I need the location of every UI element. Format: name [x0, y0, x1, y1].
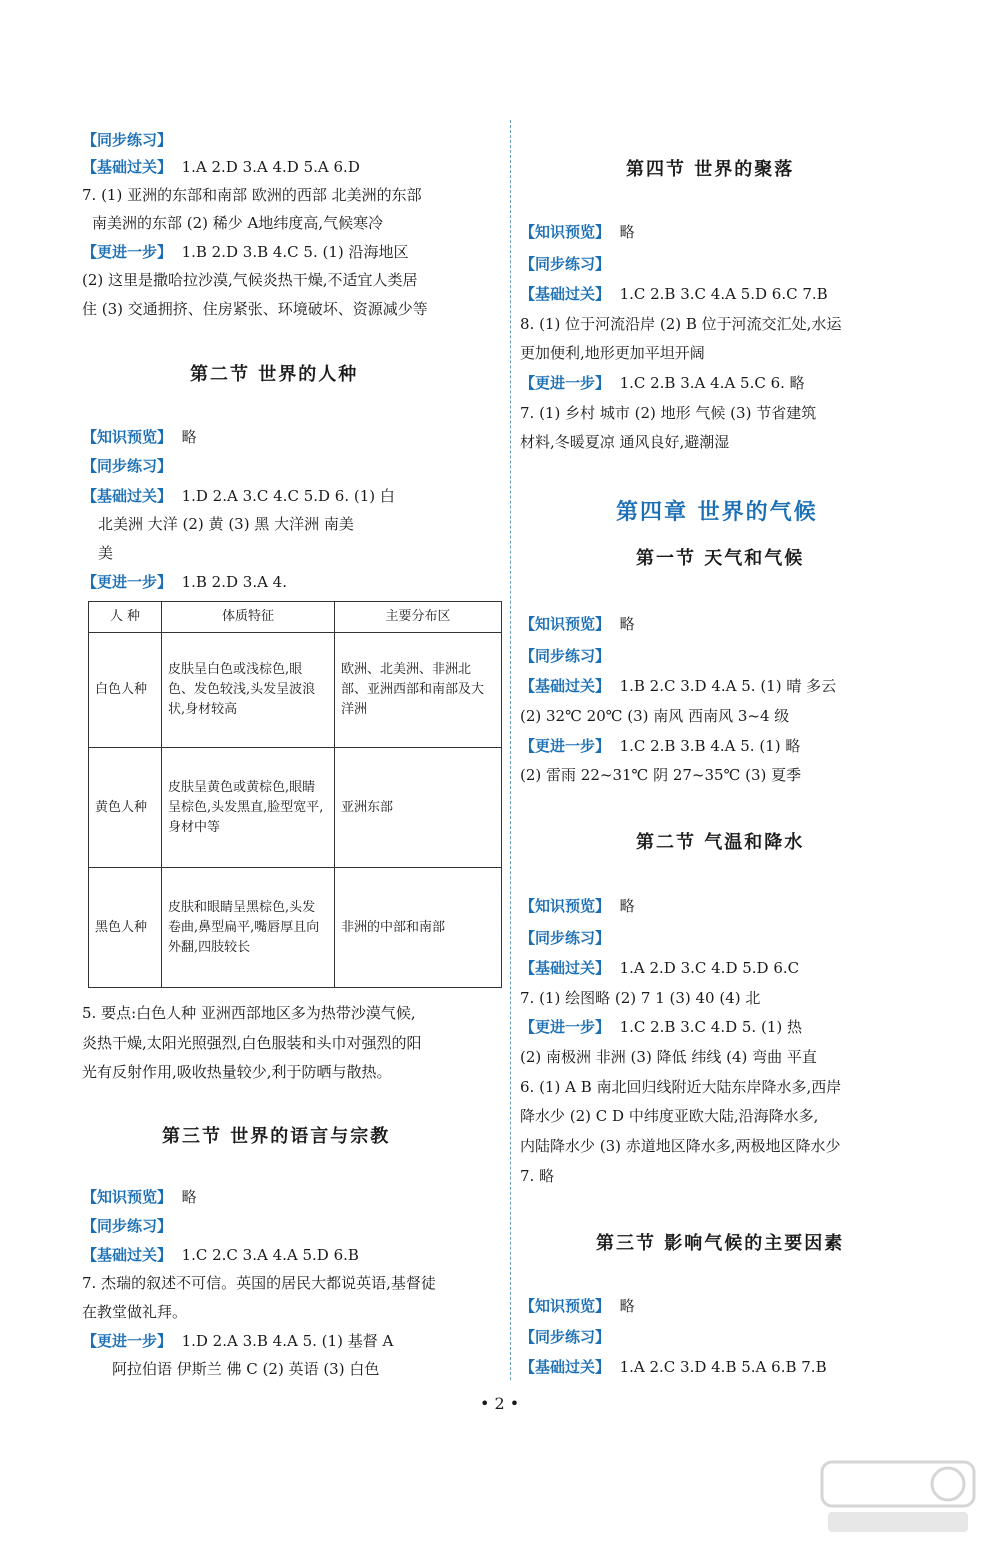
- section-title: 第三节 世界的语言与宗教: [162, 1126, 391, 1147]
- table-row: [89, 633, 502, 748]
- answer-line: 北美洲 大洋 (2) 黄 (3) 黑 大洋洲 南美: [98, 515, 354, 533]
- answer-line: 7. (1) 亚洲的东部和南部 欧洲的西部 北美洲的东部: [82, 186, 422, 204]
- table-cell: 非洲的中部和南部: [335, 868, 502, 988]
- table-cell: 欧洲、北美洲、非洲北部、亚洲西部和南部及大洋洲: [335, 633, 502, 748]
- answer-line: (2) 南极洲 非洲 (3) 降低 纬线 (4) 弯曲 平直: [520, 1048, 817, 1066]
- preview-line: 【知识预览】 略: [82, 428, 197, 446]
- chapter-title: 第四章 世界的气候: [616, 500, 818, 525]
- section-title: 第二节 气温和降水: [636, 832, 805, 853]
- sync-practice-heading: 【同步练习】: [520, 255, 611, 273]
- basic-answers-line: 【基础过关】 1.D 2.A 3.C 4.C 5.D 6. (1) 白: [82, 487, 395, 505]
- further-answers-line: 【更进一步】 1.C 2.B 3.B 4.A 5. (1) 略: [520, 737, 801, 755]
- section-title: 第一节 天气和气候: [636, 548, 805, 569]
- table-cell: 皮肤和眼睛呈黑棕色,头发卷曲,鼻型扁平,嘴唇厚且向外翻,四肢较长: [162, 868, 335, 988]
- table-header: 主要分布区: [335, 602, 502, 633]
- sync-practice-heading: 【同步练习】: [520, 929, 611, 947]
- race-table: [88, 601, 502, 988]
- basic-answers-line: 【基础过关】 1.B 2.C 3.D 4.A 5. (1) 晴 多云: [520, 677, 837, 695]
- further-answers-line: 【更进一步】 1.B 2.D 3.B 4.C 5. (1) 沿海地区: [82, 243, 409, 261]
- answer-line: 在教堂做礼拜。: [82, 1303, 188, 1321]
- preview-line: 【知识预览】 略: [520, 615, 635, 633]
- table-cell: 皮肤呈白色或浅棕色,眼色、发色较浅,头发呈波浪状,身材较高: [162, 633, 335, 748]
- preview-line: 【知识预览】 略: [520, 897, 635, 915]
- answer-line: 南美洲的东部 (2) 稀少 A地纬度高,气候寒冷: [92, 214, 384, 232]
- table-cell: 白色人种: [89, 633, 162, 748]
- preview-line: 【知识预览】 略: [82, 1188, 197, 1206]
- page-number: • 2 •: [480, 1394, 520, 1413]
- answer-line: 7. (1) 乡村 城市 (2) 地形 气候 (3) 节省建筑: [520, 404, 817, 422]
- sync-practice-heading: 【同步练习】: [82, 131, 173, 149]
- answer-line: 5. 要点:白色人种 亚洲西部地区多为热带沙漠气候,: [82, 1004, 416, 1022]
- table-header: 体质特征: [162, 602, 335, 633]
- further-answers-line: 【更进一步】 1.C 2.B 3.A 4.A 5.C 6. 略: [520, 374, 805, 392]
- table-cell: 皮肤呈黄色或黄棕色,眼睛呈棕色,头发黑直,脸型宽平,身材中等: [162, 748, 335, 868]
- answer-line: 内陆降水少 (3) 赤道地区降水多,两极地区降水少: [520, 1137, 841, 1155]
- table-cell: 黄色人种: [89, 748, 162, 868]
- answer-line: 7. 杰瑞的叙述不可信。英国的居民大都说英语,基督徒: [82, 1274, 436, 1292]
- answer-line: (2) 32℃ 20℃ (3) 南风 西南风 3~4 级: [520, 707, 790, 725]
- table-row: [89, 748, 502, 868]
- answer-line: 7. 略: [520, 1167, 555, 1185]
- sync-practice-heading: 【同步练习】: [82, 1217, 173, 1235]
- section-title: 第三节 影响气候的主要因素: [596, 1233, 845, 1254]
- basic-answers-line: 【基础过关】 1.A 2.D 3.C 4.D 5.D 6.C: [520, 959, 800, 977]
- answer-line: (2) 雷雨 22~31℃ 阴 27~35℃ (3) 夏季: [520, 766, 802, 784]
- answer-line: 住 (3) 交通拥挤、住房紧张、环境破坏、资源减少等: [82, 300, 428, 318]
- answer-line: 6. (1) A B 南北回归线附近大陆东岸降水多,西岸: [520, 1078, 842, 1096]
- answer-line: 阿拉伯语 伊斯兰 佛 C (2) 英语 (3) 白色: [112, 1360, 380, 1378]
- preview-line: 【知识预览】 略: [520, 223, 635, 241]
- sync-practice-heading: 【同步练习】: [82, 457, 173, 475]
- basic-answers-line: 【基础过关】 1.A 2.D 3.A 4.D 5.A 6.D: [82, 158, 360, 176]
- answer-line: 美: [98, 544, 114, 562]
- answer-line: 更加便利,地形更加平坦开阔: [520, 344, 705, 362]
- watermark-logo: [818, 1458, 978, 1538]
- answer-line: (2) 这里是撒哈拉沙漠,气候炎热干燥,不适宜人类居: [82, 271, 418, 289]
- answer-line: 8. (1) 位于河流沿岸 (2) B 位于河流交汇处,水运: [520, 315, 842, 333]
- column-divider: [510, 120, 511, 1380]
- table-cell: 亚洲东部: [335, 748, 502, 868]
- answer-line: 材料,冬暖夏凉 通风良好,避潮湿: [520, 433, 730, 451]
- preview-line: 【知识预览】 略: [520, 1297, 635, 1315]
- basic-answers-line: 【基础过关】 1.C 2.B 3.C 4.A 5.D 6.C 7.B: [520, 285, 828, 303]
- sync-practice-heading: 【同步练习】: [520, 1328, 611, 1346]
- table-header-row: [89, 602, 502, 633]
- answer-line: 7. (1) 绘图略 (2) 7 1 (3) 40 (4) 北: [520, 989, 761, 1007]
- table-row: [89, 868, 502, 988]
- answer-line: 降水少 (2) C D 中纬度亚欧大陆,沿海降水多,: [520, 1107, 819, 1125]
- section-title: 第四节 世界的聚落: [626, 159, 795, 180]
- further-answers-line: 【更进一步】 1.B 2.D 3.A 4.: [82, 573, 287, 591]
- further-answers-line: 【更进一步】 1.C 2.B 3.C 4.D 5. (1) 热: [520, 1018, 802, 1036]
- basic-answers-line: 【基础过关】 1.C 2.C 3.A 4.A 5.D 6.B: [82, 1246, 359, 1264]
- table-header: 人 种: [89, 602, 162, 633]
- basic-answers-line: 【基础过关】 1.A 2.C 3.D 4.B 5.A 6.B 7.B: [520, 1358, 827, 1376]
- answer-line: 炎热干燥,太阳光照强烈,白色服装和头巾对强烈的阳: [82, 1034, 422, 1052]
- section-title: 第二节 世界的人种: [190, 364, 359, 385]
- table-cell: 黑色人种: [89, 868, 162, 988]
- further-answers-line: 【更进一步】 1.D 2.A 3.B 4.A 5. (1) 基督 A: [82, 1332, 394, 1350]
- answer-line: 光有反射作用,吸收热量较少,利于防晒与散热。: [82, 1063, 392, 1081]
- sync-practice-heading: 【同步练习】: [520, 647, 611, 665]
